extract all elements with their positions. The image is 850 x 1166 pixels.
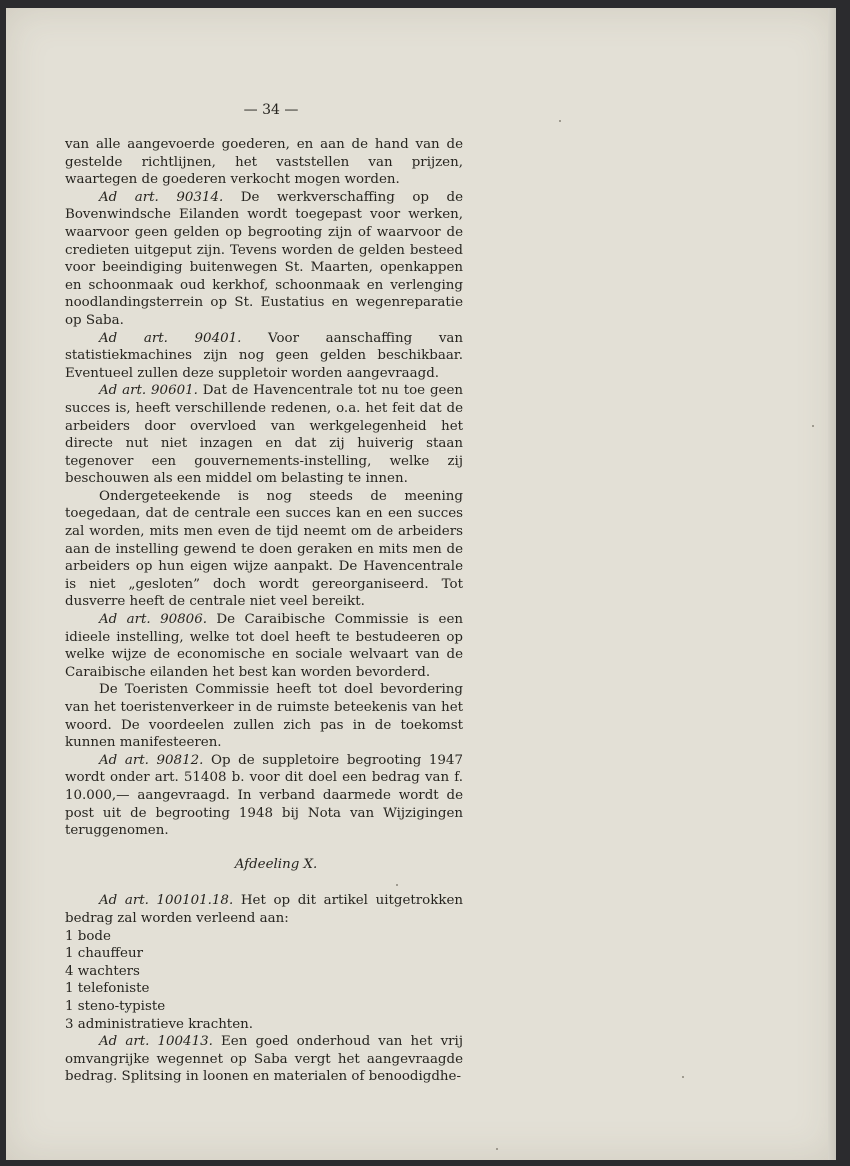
staff-list-item: 4 wachters <box>65 963 140 979</box>
paper-speck <box>559 120 561 122</box>
paragraph-text: Ondergeteekende is nog steeds de meening toegedaan, dat de centrale een succes kan en een succes zal worden, mits men even de tijd neemt om de arbeiders aan de instelling gewend te doen geraken en mits men de arbeiders op hun eigen wijze aanpakt. De Havencentrale is niet „gesloten” doch wordt gereorganiseerd. Tot dusverre heeft de centrale niet veel bereikt. <box>65 488 463 610</box>
paragraph-text: Op de suppletoire begrooting 1947 wordt onder art. 51408 b. voor dit doel een bedrag van f. 10.000,— aangevraagd. In verband daarmede wordt de post uit de begrooting 1948 bij Nota van Wijzigingen teruggenomen. <box>65 752 463 839</box>
paper-speck <box>496 1148 498 1150</box>
paper-speck <box>682 1076 684 1078</box>
paragraph-text: De werkverschaffing op de Bovenwindsche Eilanden wordt toegepast voor werken, waarvoor geen gelden op begrooting zijn of waarvoor de credieten uitgeput zijn. Tevens worden de gelden besteed voor beeindiging buitenwegen St. Maarten, openkappen en schoonmaak oud kerkhof, schoonmaak en verlenging noodlandingsterrein op St. Eustatius en wegenreparatie op Saba. <box>65 189 464 328</box>
paragraph-art-90314 <box>65 189 463 330</box>
paragraph-text: Voor aanschaffing van statistiekmachines zijn nog geen gelden beschikbaar. Eventueel zullen deze suppletoir worden aangevraagd. <box>65 330 463 381</box>
body-text <box>65 136 463 1086</box>
paragraph-havencentrale <box>65 488 463 611</box>
article-reference: Ad art. 90401. <box>99 330 242 346</box>
paragraph-art-90806 <box>65 611 463 681</box>
article-reference: Ad art. 90314. <box>99 189 224 205</box>
staff-list-item: 1 chauffeur <box>65 946 143 962</box>
paragraph-art-90812 <box>65 752 463 840</box>
article-reference: Ad art. 90806. <box>99 612 207 628</box>
paragraph-art-100413 <box>65 1033 463 1086</box>
staff-list-item: 1 steno-typiste <box>65 998 166 1014</box>
paragraph-text: De Caraibische Commissie is een idieele instelling, welke tot doel heeft te bestudeeren op welke wijze de economische en sociale welvaart van de Caraibische eilanden het best kan worden bevorderd. <box>65 612 463 680</box>
paragraph-text: Het op dit artikel uitgetrokken bedrag zal worden verleend aan: <box>65 893 463 926</box>
page-edge-shadow <box>828 8 836 1160</box>
paragraph-text: Een goed onderhoud van het vrij omvangrijke wegennet op Saba vergt het aangevraagde bedrag. Splitsing in loonen en materialen of benoodigdhe- <box>65 1034 463 1085</box>
paragraph-text: Dat de Havencentrale tot nu toe geen succes is, heeft verschillende redenen, o.a. het feit dat de arbeiders door overvloed van werkgelegenheid het directe nut niet inzagen en dat zij huiverig staan tegenover een gouvernements-instelling, welke zij beschouwen als een middel om belasting te innen. <box>65 383 463 487</box>
article-reference: Ad art. 100413. <box>99 1034 213 1050</box>
paragraph-art-90601 <box>65 382 463 488</box>
paragraph-art-90401 <box>65 330 463 383</box>
section-heading: Afdeeling X. <box>234 856 318 872</box>
paragraph-art-100101-18 <box>65 892 463 927</box>
staff-list-item: 1 telefoniste <box>65 981 150 997</box>
staff-list-item: 3 administratieve krachten. <box>65 1016 253 1032</box>
staff-list-item: 1 bode <box>65 928 111 944</box>
article-reference: Ad art. 90812. <box>99 752 204 768</box>
article-reference: Ad art. 90601. <box>99 383 198 399</box>
paragraph-text: De Toeristen Commissie heeft tot doel bevordering van het toeristenverkeer in de ruimste beteekenis van het woord. De voordeelen zullen zich pas in de toekomst kunnen manifesteeren. <box>65 682 463 751</box>
paragraph-toeristen-commissie <box>65 681 463 751</box>
paragraph-continuation <box>65 136 463 189</box>
scanned-page <box>6 8 836 1160</box>
article-reference: Ad art. 100101.18. <box>99 893 234 909</box>
paper-speck <box>396 884 398 886</box>
page-number: — 34 — <box>243 102 299 118</box>
paragraph-text: van alle aangevoerde goederen, en aan de hand van de gestelde richtlijnen, het vaststellen van prijzen, waartegen de goederen verkocht mogen worden. <box>65 137 463 188</box>
paper-speck <box>812 425 814 427</box>
